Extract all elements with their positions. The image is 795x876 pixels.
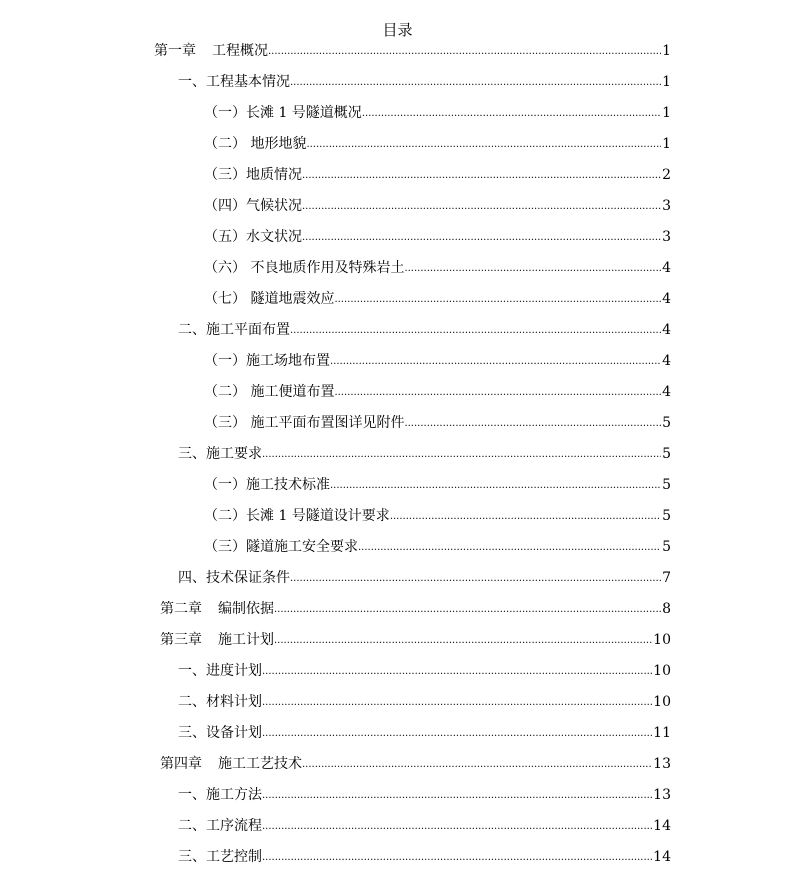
toc-entry-page: 3 bbox=[662, 229, 671, 245]
toc-entry-label: （二） 地形地貌 bbox=[204, 136, 307, 152]
toc-entry[interactable] bbox=[204, 501, 671, 532]
toc-entry[interactable] bbox=[204, 98, 671, 129]
dot-leader bbox=[302, 190, 661, 222]
toc-entry-page: 4 bbox=[662, 322, 671, 338]
toc-entry-page: 5 bbox=[662, 508, 671, 524]
dot-leader bbox=[302, 159, 661, 191]
dot-leader bbox=[302, 748, 652, 780]
toc-entry[interactable] bbox=[204, 532, 671, 563]
dot-leader bbox=[362, 97, 661, 129]
toc-entry-page: 4 bbox=[662, 353, 671, 369]
dot-leader bbox=[274, 624, 652, 656]
toc-entry[interactable] bbox=[204, 346, 671, 377]
dot-leader bbox=[290, 562, 661, 594]
toc-entry[interactable] bbox=[204, 408, 671, 439]
dot-leader bbox=[390, 500, 661, 532]
toc-entry-page: 1 bbox=[662, 43, 671, 59]
toc-entry-page: 5 bbox=[662, 446, 671, 462]
toc-entry-label: 二、施工平面布置 bbox=[178, 322, 290, 338]
toc-entry-page: 4 bbox=[662, 291, 671, 307]
toc-entry-page: 10 bbox=[653, 632, 671, 648]
toc-entry-label: （二）长滩 1 号隧道设计要求 bbox=[204, 508, 390, 524]
toc-title: 目录 bbox=[382, 21, 413, 39]
toc-entry-chapter-3[interactable] bbox=[160, 625, 671, 656]
toc-entry[interactable] bbox=[178, 811, 671, 842]
dot-leader bbox=[302, 221, 661, 253]
toc-entry-label: 编制依据 bbox=[218, 601, 274, 617]
toc-entry-page: 1 bbox=[662, 74, 671, 90]
toc-entry-label: 一、工程基本情况 bbox=[178, 74, 290, 90]
dot-leader bbox=[404, 407, 661, 439]
toc-entry-page: 13 bbox=[653, 756, 671, 772]
toc-entry-label: （一）施工场地布置 bbox=[204, 353, 330, 369]
toc-entry[interactable] bbox=[178, 780, 671, 811]
toc-entry-page: 10 bbox=[653, 663, 671, 679]
toc-entry-label: （三）隧道施工安全要求 bbox=[204, 539, 358, 555]
toc-entry[interactable] bbox=[178, 315, 671, 346]
toc-entry-label: （七） 隧道地震效应 bbox=[204, 291, 335, 307]
toc-entry-number: 第二章 bbox=[160, 601, 202, 617]
toc-entry-page: 8 bbox=[662, 601, 671, 617]
dot-leader bbox=[262, 810, 652, 842]
dot-leader bbox=[334, 376, 661, 408]
toc-entry-label: （四）气候状况 bbox=[204, 198, 302, 214]
dot-leader bbox=[290, 66, 661, 98]
toc-entry-page: 1 bbox=[662, 105, 671, 121]
dot-leader bbox=[262, 717, 652, 749]
toc-entry-page: 4 bbox=[662, 260, 671, 276]
toc-entry-label: （六） 不良地质作用及特殊岩土 bbox=[204, 260, 405, 276]
toc-entry-label: 施工工艺技术 bbox=[218, 756, 302, 772]
toc-entry[interactable] bbox=[204, 284, 671, 315]
toc-entry-label: 一、施工方法 bbox=[178, 787, 262, 803]
toc-entry-chapter-1[interactable] bbox=[154, 36, 671, 67]
toc-entry-label: 三、施工要求 bbox=[178, 446, 262, 462]
dot-leader bbox=[358, 531, 661, 563]
toc-entry[interactable] bbox=[178, 67, 671, 98]
dot-leader bbox=[290, 314, 661, 346]
toc-entry-label: （三）地质情况 bbox=[204, 167, 302, 183]
toc-entry-page: 4 bbox=[662, 384, 671, 400]
toc-entry-label: 四、技术保证条件 bbox=[178, 570, 290, 586]
toc-entry-label: 一、进度计划 bbox=[178, 663, 262, 679]
toc-entry-page: 7 bbox=[662, 570, 671, 586]
toc-entry-label: （五）水文状况 bbox=[204, 229, 302, 245]
dot-leader bbox=[262, 438, 661, 470]
dot-leader bbox=[262, 841, 652, 873]
toc-entry-number: 第三章 bbox=[160, 632, 202, 648]
toc-entry[interactable] bbox=[178, 842, 671, 873]
dot-leader bbox=[334, 283, 661, 315]
toc-entry-label: （二） 施工便道布置 bbox=[204, 384, 335, 400]
toc-entry-page: 14 bbox=[653, 818, 671, 834]
toc-entry[interactable] bbox=[178, 563, 671, 594]
toc-entry-chapter-4[interactable] bbox=[160, 749, 671, 780]
toc-entry[interactable] bbox=[178, 687, 671, 718]
toc-entry-label: 工程概况 bbox=[212, 43, 268, 59]
toc-entry-page: 13 bbox=[653, 787, 671, 803]
toc-entry[interactable] bbox=[204, 129, 671, 160]
dot-leader bbox=[404, 252, 661, 284]
dot-leader bbox=[262, 686, 652, 718]
toc-entry[interactable] bbox=[204, 470, 671, 501]
toc-entry[interactable] bbox=[204, 377, 671, 408]
dot-leader bbox=[330, 345, 661, 377]
toc-entry[interactable] bbox=[178, 439, 671, 470]
dot-leader bbox=[274, 593, 661, 625]
toc-entry-chapter-2[interactable] bbox=[160, 594, 671, 625]
dot-leader bbox=[330, 469, 661, 501]
toc-entry-page: 11 bbox=[653, 725, 671, 741]
toc-entry-page: 10 bbox=[653, 694, 671, 710]
toc-entry-label: 施工计划 bbox=[218, 632, 274, 648]
toc-entry-page: 2 bbox=[662, 167, 671, 183]
toc-entry-page: 5 bbox=[662, 539, 671, 555]
dot-leader bbox=[306, 128, 661, 160]
toc-entry-page: 14 bbox=[653, 849, 671, 865]
dot-leader bbox=[262, 655, 652, 687]
toc-entry-label: （一）长滩 1 号隧道概况 bbox=[204, 105, 362, 121]
toc-entry[interactable] bbox=[204, 160, 671, 191]
toc-entry[interactable] bbox=[204, 191, 671, 222]
toc-entry[interactable] bbox=[178, 718, 671, 749]
toc-entry-label: （一）施工技术标准 bbox=[204, 477, 330, 493]
toc-entry-label: 二、材料计划 bbox=[178, 694, 262, 710]
toc-entry-page: 5 bbox=[662, 477, 671, 493]
dot-leader bbox=[268, 35, 661, 67]
toc-entry-number: 第一章 bbox=[154, 43, 196, 59]
dot-leader bbox=[262, 779, 652, 811]
toc-entry-label: 二、工序流程 bbox=[178, 818, 262, 834]
toc-entry-label: 三、设备计划 bbox=[178, 725, 262, 741]
toc-entry-label: 三、工艺控制 bbox=[178, 849, 262, 865]
toc-entry-page: 5 bbox=[662, 415, 671, 431]
toc-entry-page: 1 bbox=[662, 136, 671, 152]
toc-entry[interactable] bbox=[204, 253, 671, 284]
toc-entry[interactable] bbox=[178, 656, 671, 687]
toc-entry-number: 第四章 bbox=[160, 756, 202, 772]
toc-entry-label: （三） 施工平面布置图详见附件 bbox=[204, 415, 405, 431]
toc-entry-page: 3 bbox=[662, 198, 671, 214]
toc-entry[interactable] bbox=[204, 222, 671, 253]
